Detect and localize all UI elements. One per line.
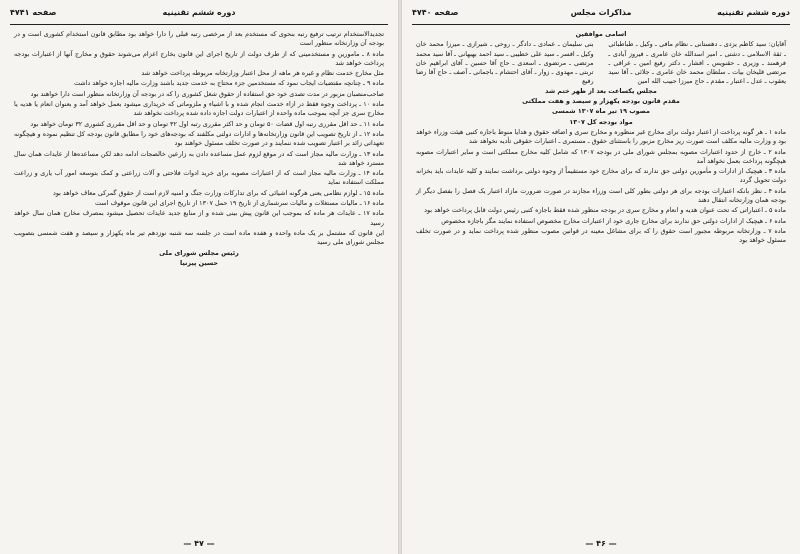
right-paragraph: ماده ۶ ـ هیچیک از ادارات دولتی حق ندارند برای مخارج جاری خود از اعتبارات مخارج مخصوص استفاده نمایند مگر باجازه مخصوص: [441, 216, 786, 225]
left-paragraph: ماده ۱۶ ـ مالیات مستغلات و مالیات سرشماری از تاریخ ۱۹ حمل ۱۳۰۷ از تاریخ اجرای این قانون موقوف است: [95, 199, 384, 208]
signature-title: رئیس مجلس شورای ملی: [159, 248, 239, 257]
left-paragraph: ماده ۱۷ ـ عایدات هر ماده که بموجب این قانون پیش بینی شده و از منابع جدید عایدات تحصیل میشود بمصرف مخارج همان سال خواهد رسید: [14, 209, 384, 227]
adjournment-note: مجلس یکساعت بعد از ظهر ختم شد: [545, 86, 657, 95]
right-page-section-title: مذاکرات مجلس: [570, 8, 632, 17]
left-paragraph: ماده ۱۵ ـ لوازم نظامی یعنی هرگونه اشیائی که برای تدارکات وزارت جنگ و امنیه لازم است از حقوق گمرکی معاف خواهد بود: [52, 188, 384, 197]
law-date: مصوب ۱۹ تیر ماه ۱۳۰۷ شمسی: [552, 107, 650, 116]
members-column-1: آقایان: سید کاظم یزدی ـ دهستانی ـ نظام مافی ـ وکیل ـ طباطبائی ـ ثقة الاسلامی ـ دشتی ـ امیر اسدالله خان عامری ـ فیروز آبادی ـ فرهمند ـ وزیری ـ حقنویس ـ افشار ـ دکتر رفیع امین ـ عراقی ـ مرتضی قلیخان بیات ـ سلطان محمد خان عامری ـ جلائی ـ آقا سید یعقوب ـ عدل ـ اعتبار ـ مقدم ـ حاج میرزا حبیب الله امین: [608, 40, 786, 86]
members-title: اسامی موافقین: [575, 30, 627, 38]
right-paragraph: ماده ۳ ـ هیچیک از ادارات و مأمورین دولتی حق ندارند که برای مخارج خود مستقیماً از وجوه دولتی برداشت نمایند و کلیه عایدات باید بخزانه دولت تحویل گردد: [416, 167, 786, 185]
right-paragraph: ماده ۷ ـ وزارتخانه مربوطه مجبور است حقوق را که برای مشاغل معینه در قوانین مصوب منظور شده پرداخت نماید و در صورت تخلف مسئول خواهد بود: [416, 226, 786, 245]
right-header-rule: [412, 24, 790, 25]
left-page-body: [14, 30, 384, 532]
right-paragraph: ماده ۱ ـ هر گونه پرداخت از اعتبار دولت برای مخارج غیر منظوره و مخارج سری و اضافه حقوق و هدایا منوط باجازه کتبی هیئت وزراء خواهد بود و وزارت مالیه مکلف است صورت ریز مخارج مزبور را باستثنای حقوق ـ مستمری ـ اعتبارات حقوقی تأدیه نخواهد شد: [416, 127, 786, 146]
left-page-session-title: دوره ششم تقنینیه: [162, 8, 236, 17]
left-paragraph: ماده ۱۲ ـ از تاریخ تصویب این قانون وزارتخانه‌ها و ادارات دولتی مکلفند که بودجه‌های خود را مطابق قانون بودجه کل تنظیم نموده و هیچگونه تعهداتی زائد بر اعتبار تصویب شده ننمایند و در صورت تخلف مسئول خواهند بود: [14, 129, 384, 148]
right-page: [402, 0, 800, 554]
left-paragraph: صاحب‌منصبان مزبور در مدت تصدی خود حق استفاده از حقوق شغل کشوری را که در بودجه آن وزارتخانه منظور است دارا خواهند بود: [30, 89, 384, 98]
law-subtitle: مواد بودجه کل ۱۳۰۷: [569, 117, 633, 126]
left-paragraph: ماده ۸ ـ مامورین و مستخدمینی که از طرف دولت از تاریخ اجرای این قانون بخارج اعزام می‌شوند حقوق و مخارج آنها از اعتبارات بودجه پرداخت خواهد شد: [14, 49, 384, 67]
left-paragraph: ماده ۱۴ ـ وزارت مالیه مجاز است که از اعتبارات مصوبه برای خرید ادوات فلاحتی و آلات زراعتی و کمک بتوسعه امور آب یاری و زراعت مملکت استفاده نماید: [14, 169, 384, 187]
left-paragraph: این قانون که مشتمل بر یک ماده واحده و هفده ماده است در جلسه سه شنبه نوزدهم تیر ماه یکهزار و سیصد و هفت شمسی بتصویب مجلس شورای ملی رسید: [14, 228, 384, 247]
left-paragraph: ماده ۱۰ ـ پرداخت وجوه فقط در ازاء خدمت انجام شده و با اشیاء و ملزوماتی که خریداری میشود بعمل خواهد آمد و بعنوان انعام یا هدیه یا مخارج سری جز آنچه بموجب ماده واحده از اعتبارات دولت اجازه داده شده پرداخت نخواهد شد: [14, 100, 384, 118]
right-paragraph: ماده ۲ ـ خارج از حدود اعتبارات مصوبه بمجلس شورای ملی در بودجه ۱۳۰۷ که شامل کلیه مخارج مملکتی است و سایر اعتبارات مصوبه هیچگونه پرداخت بعمل نخواهد آمد: [416, 147, 786, 165]
left-page-header: [10, 8, 388, 22]
signature-name: حسین پیرنیا: [179, 258, 219, 267]
left-header-rule: [10, 24, 388, 25]
left-paragraph: ماده ۱۱ ـ حد اقل مقرری رتبه اول قضات ۵۰ تومان و حد اکثر مقرری رتبه اول ۳۲ تومان و حد اقل مقرری کشوری ۳۲ تومان خواهد بود: [30, 119, 384, 128]
left-page-number-label: صفحه ۴۷۴۱: [10, 8, 57, 17]
right-page-header: [412, 8, 790, 22]
members-column-2: بنی سلیمان ـ عمادی ـ دادگر ـ روحی ـ شیرازی ـ میرزا محمد خان وکیل ـ افسر ـ سید علی خطیبی ـ سید احمد بهبهانی ـ آقا سید محمد مرتضی ـ مرتضوی ـ اسعدی ـ حاج آقا حسین ـ آقای ابراهیم خان تربتی ـ مهدوی ـ زوار ـ آقای احتشام ـ باجمانی ـ آصف ـ حاج آقا رضا رفیع: [416, 40, 594, 86]
left-paragraph: ماده ۱۳ ـ وزارت مالیه مجاز است که در موقع لزوم عمل مساعده دادن به زارعین خالصجات ادامه دهد لکن مساعده‌ها از عایدات همان سال مسترد خواهد شد: [14, 149, 384, 167]
members-list: [416, 40, 786, 86]
law-title: مقدم قانون بودجه یکهزار و سیصد و هفت مملکتی: [522, 97, 680, 106]
left-page: [0, 0, 398, 554]
right-paragraph: ماده ۵ ـ اعتباراتی که تحت عنوان هدیه و انعام و مخارج سری در بودجه منظور شده فقط باجازه کتبی رئیس دولت قابل پرداخت خواهد بود: [424, 206, 786, 215]
left-page-footer-number: — ۴۷ —: [183, 539, 215, 548]
right-page-footer-number: — ۴۶ —: [585, 539, 617, 548]
right-page-body: [416, 30, 786, 532]
left-paragraph: ماده ۹ ـ چنانچه مقتضیات ایجاب نمود که مستخدمین جزء محتاج به خدمت جدید باشند وزارت مالیه اجازه خواهد داشت: [73, 79, 384, 88]
right-paragraph: ماده ۴ ـ نظر بانکه اعتبارات بودجه برای هر دولتی بطور کلی است وزراء مجازند در صورت ضرورت مازاد اعتبار یک فصل را بفصل دیگر از بودجه همان وزارتخانه انتقال دهند: [416, 186, 786, 205]
right-page-session-title: دوره ششم تقنینیه: [717, 8, 790, 17]
left-paragraph: مثل مخارج خدمت نظام و غیره هر ماهه از محل اعتبار وزارتخانه مربوطه پرداخت خواهد شد: [141, 69, 384, 78]
left-paragraph: تجدیدالاستخدام ترتیب ترفیع رتبه بنحوی که مستخدم بعد از مرخصی رتبه قبلی را دارا خواهد بود مطابق قانون استخدام کشوری است و در بودجه آن وزارتخانه منظور است: [14, 30, 384, 48]
right-page-number-label: صفحه ۴۷۴۰: [412, 8, 459, 17]
